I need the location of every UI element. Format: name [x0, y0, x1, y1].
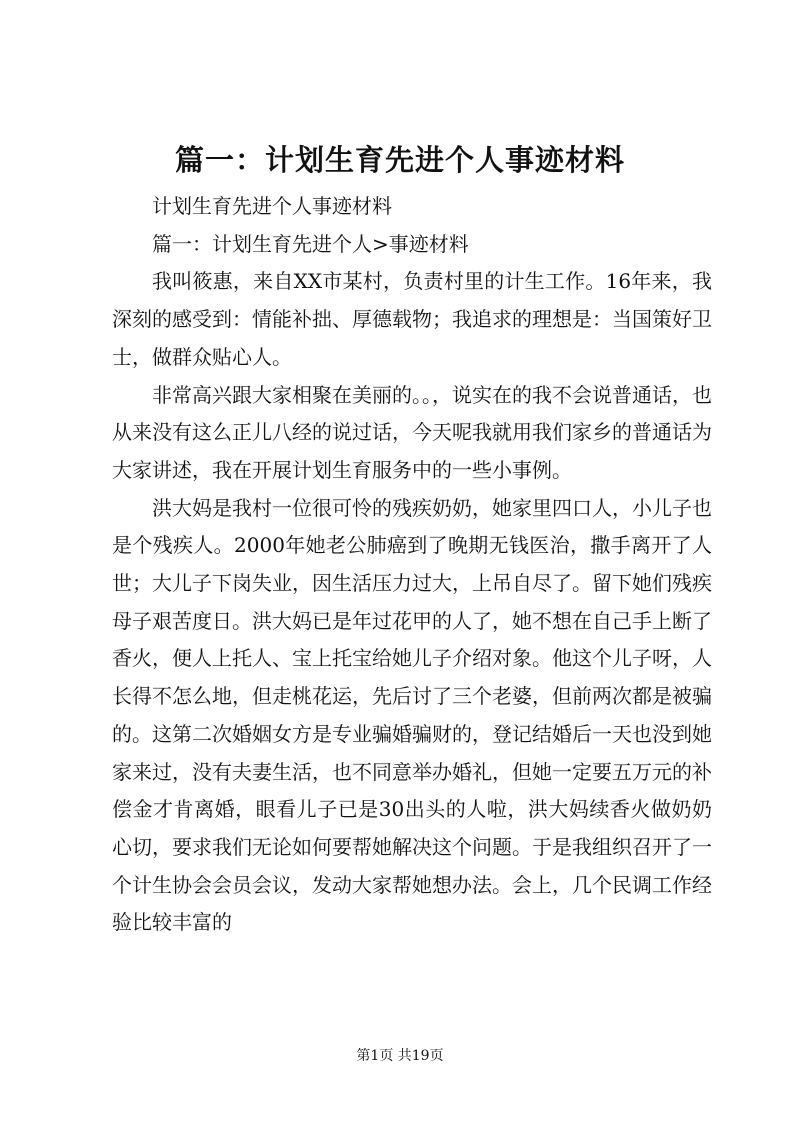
paragraph-greeting: 非常高兴跟大家相聚在美丽的。。，说实在的我不会说普通话，也从来没有这么正儿八经的说过话，今天呢我就用我们家乡的普通话为大家讲述，我在开展计划生育服务中的一些小事例。: [112, 382, 712, 482]
paragraph-section-heading: 篇一：计划生育先进个人>事迹材料: [152, 231, 469, 256]
paragraph-introduction: 我叫筱惠，来自XX市某村，负责村里的计生工作。16年来，我深刻的感受到：情能补拙、厚德载物；我追求的理想是：当国策好卫士，做群众贴心人。: [112, 269, 712, 369]
paragraph-story: 洪大妈是我村一位很可怜的残疾奶奶，她家里四口人，小儿子也是个残疾人。2000年她老公肺癌到了晚期无钱医治，撒手离开了人世；大儿子下岗失业，因生活压力过大，上吊自尽了。留下她们残疾母子艰苦度日。洪大妈已是年过花甲的人了，她不想在自己手上断了香火，便人上托人、宝上托宝给她儿子介绍对象。他这个儿子呀，人长得不怎么地，但走桃花运，先后讨了三个老婆，但前两次都是被骗的。这第二次婚姻女方是专业骗婚骗财的，登记结婚后一天也没到她家来过，没有夫妻生活，也不同意举办婚礼，但她一定要五万元的补偿金才肯离婚，眼看儿子已是30出头的人啦，洪大妈续香火做奶奶心切，要求我们无论如何要帮她解决这个问题。于是我组织召开了一个计生协会会员会议，发动大家帮她想办法。会上，几个民调工作经验比较丰富的: [112, 495, 712, 935]
document-title: 篇一：计划生育先进个人事迹材料: [174, 143, 625, 177]
document-body: [112, 188, 712, 942]
page-footer: 第1页 共19页: [356, 1048, 444, 1064]
paragraph-subtitle: 计划生育先进个人事迹材料: [152, 194, 392, 218]
